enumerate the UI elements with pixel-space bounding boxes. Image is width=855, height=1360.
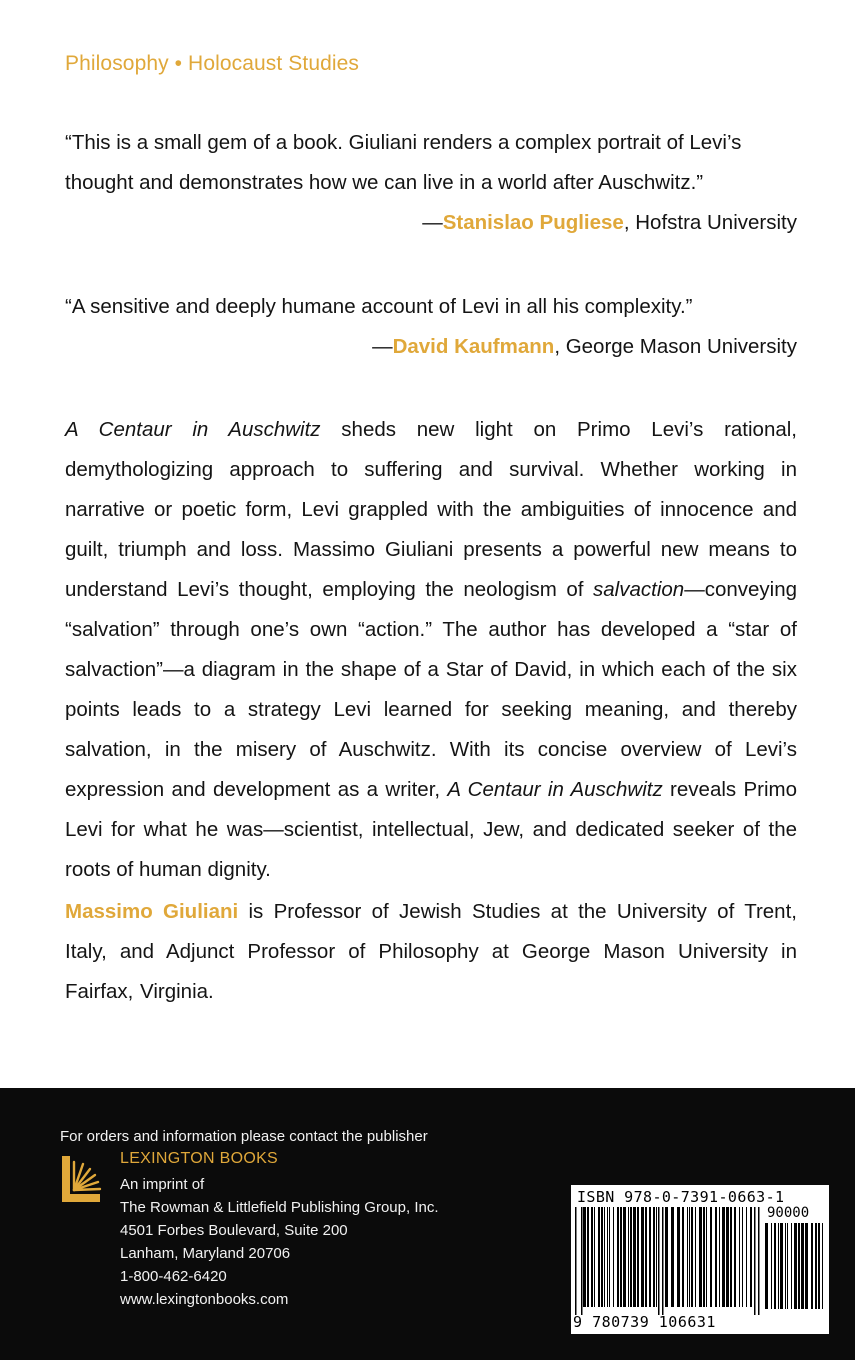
barcode-bar (750, 1207, 752, 1307)
neologism-term: salvaction (593, 578, 685, 601)
barcode-bar (607, 1207, 608, 1307)
barcode-bar (601, 1207, 603, 1307)
barcode-bar (691, 1207, 693, 1307)
barcode-bar (699, 1207, 702, 1307)
isbn-barcode (571, 1185, 829, 1334)
barcode-bars (575, 1207, 761, 1317)
barcode-bar (734, 1207, 736, 1307)
description-text: reveals Primo Levi for what he was—scientist, intellectual, Jew, and dedicated seeker of the roots of human dignity. (65, 778, 798, 881)
barcode-bar (791, 1223, 792, 1309)
barcode-bar (758, 1207, 760, 1315)
author-name: Massimo Giuliani (65, 900, 239, 923)
address-line: The Rowman & Littlefield Publishing Group, Inc. (120, 1199, 439, 1216)
barcode-bar (613, 1207, 614, 1307)
publisher-address (120, 1173, 439, 1311)
contact-heading: For orders and information please contact the publisher (60, 1128, 428, 1145)
barcode-bar (801, 1223, 804, 1309)
bio-text: is Professor of Jewish Studies at the University of Trent, Italy, and Adjunct Professor of Philosophy at George Mason University in Fairfax, Virginia. (65, 900, 797, 1003)
barcode-bar (623, 1207, 626, 1307)
barcode-bar (818, 1223, 820, 1309)
ean-right-group: 106631 (658, 1313, 716, 1331)
endorsement-quote-1 (65, 123, 797, 243)
barcode-bar (778, 1223, 779, 1309)
quote-author: Stanislao Pugliese (442, 211, 624, 234)
barcode-bar (719, 1207, 720, 1307)
barcode-bar (633, 1207, 636, 1307)
barcode-bar (658, 1207, 660, 1315)
quote-attribution (65, 203, 797, 243)
phone-number: 1-800-462-6420 (120, 1268, 227, 1285)
isbn-label: ISBN 978-0-7391-0663-1 (577, 1188, 785, 1206)
address-line: An imprint of (120, 1176, 205, 1193)
barcode-bar (822, 1223, 823, 1309)
barcode-bar (798, 1223, 800, 1309)
barcode-bar (641, 1207, 644, 1307)
barcode-bar (656, 1207, 657, 1307)
barcode-bar (575, 1207, 577, 1315)
barcode-bar (730, 1207, 732, 1307)
barcode-bar (671, 1207, 674, 1307)
barcode-bar (609, 1207, 610, 1307)
barcode-bar (604, 1207, 605, 1307)
quote-attribution (65, 327, 797, 367)
barcode-bar (794, 1223, 797, 1309)
attribution-dash: — (422, 211, 443, 234)
barcode-bar (620, 1207, 622, 1307)
quote-author: David Kaufmann (392, 335, 555, 358)
barcode-bar (645, 1207, 647, 1307)
barcode-bar (787, 1223, 788, 1309)
endorsement-quote-2 (65, 287, 797, 367)
barcode-bar (710, 1207, 712, 1307)
barcode-addon-bars (765, 1223, 825, 1317)
barcode-bar (722, 1207, 725, 1307)
ean-left-group: 780739 (592, 1313, 650, 1331)
barcode-bar (765, 1223, 768, 1309)
barcode-bar (726, 1207, 729, 1307)
barcode-bar (665, 1207, 668, 1307)
barcode-bar (682, 1207, 684, 1307)
barcode-bar (805, 1223, 808, 1309)
book-description (65, 410, 797, 890)
ean-digits (573, 1313, 716, 1331)
barcode-bar (774, 1223, 776, 1309)
barcode-bar (598, 1207, 600, 1307)
barcode-bar (630, 1207, 632, 1307)
book-title: A Centaur in Auschwitz (447, 778, 663, 801)
barcode-bar (739, 1207, 740, 1307)
quote-affiliation: , George Mason University (554, 335, 797, 358)
website-url: www.lexingtonbooks.com (120, 1291, 289, 1308)
barcode-bar (715, 1207, 717, 1307)
author-bio (65, 892, 797, 1012)
lexington-logo-icon (60, 1152, 106, 1204)
address-line: Lanham, Maryland 20706 (120, 1245, 291, 1262)
barcode-bar (703, 1207, 705, 1307)
quote-text: “This is a small gem of a book. Giuliani renders a complex portrait of Levi’s thought and demonstrates how we can live in a world after Auschwitz.” (65, 131, 742, 194)
barcode-bar (617, 1207, 619, 1307)
publisher-name: LEXINGTON BOOKS (120, 1150, 279, 1167)
barcode-bar (587, 1207, 589, 1307)
barcode-bar (653, 1207, 655, 1307)
barcode-bar (583, 1207, 586, 1307)
price-code: 90000 (767, 1205, 810, 1221)
description-text: sheds new light on Primo Levi’s rational, demythologizing approach to suffering and survival. Whether working in narrative or poetic form, Levi grappled with the ambiguities of innocence and guilt, triumph and loss. Massimo Giuliani presents a powerful new means to understand Levi’s thought, employing the neologism of (65, 418, 798, 601)
barcode-bar (815, 1223, 817, 1309)
barcode-bar (581, 1207, 583, 1315)
address-line: 4501 Forbes Boulevard, Suite 200 (120, 1222, 348, 1239)
barcode-bar (687, 1207, 688, 1307)
quote-affiliation: , Hofstra University (623, 211, 797, 234)
book-title: A Centaur in Auschwitz (65, 418, 321, 441)
barcode-bar (746, 1207, 747, 1307)
barcode-bar (662, 1207, 664, 1315)
attribution-dash: — (372, 335, 393, 358)
barcode-bar (677, 1207, 680, 1307)
barcode-bar (811, 1223, 813, 1309)
barcode-bar (695, 1207, 696, 1307)
barcode-bar (771, 1223, 772, 1309)
barcode-bar (689, 1207, 690, 1307)
barcode-bar (649, 1207, 651, 1307)
barcode-bar (637, 1207, 639, 1307)
barcode-bar (706, 1207, 707, 1307)
ean-first-digit: 9 (573, 1313, 583, 1331)
barcode-bar (628, 1207, 629, 1307)
category-label: Philosophy • Holocaust Studies (65, 52, 360, 75)
barcode-bar (754, 1207, 756, 1315)
description-text: —conveying “salvation” through one’s own “action.” The author has developed a “star of salvaction”—a diagram in the shape of a Star of David, in which each of the six points leads to a strategy Levi learned for seeking meaning, and thereby salvation, in the misery of Auschwitz. With its concise overview of Levi’s expression and development as a writer, (65, 578, 797, 801)
barcode-bar (780, 1223, 783, 1309)
barcode-bar (742, 1207, 743, 1307)
barcode-bar (594, 1207, 595, 1307)
barcode-bar (591, 1207, 593, 1307)
barcode-bar (785, 1223, 786, 1309)
quote-text: “A sensitive and deeply humane account of Levi in all his complexity.” (65, 295, 693, 318)
